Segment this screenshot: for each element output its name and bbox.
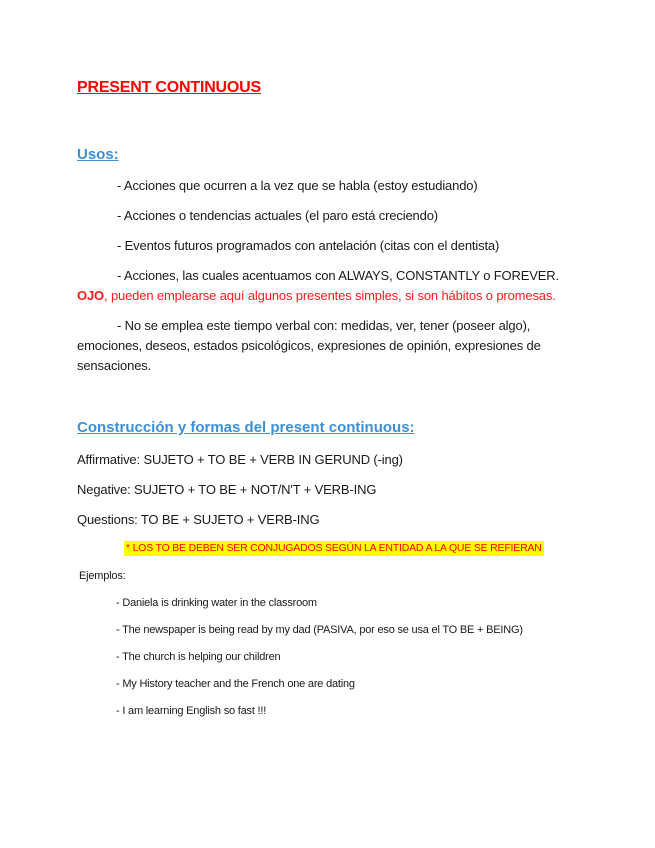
uso-item: - Acciones, las cuales acentuamos con ALWAYS, CONSTANTLY o FOREVER. — [117, 268, 559, 283]
uso-item: - Acciones que ocurren a la vez que se habla (estoy estudiando) — [117, 178, 478, 193]
example-item: - The church is helping our children — [116, 651, 281, 663]
highlighted-note: * LOS TO BE DEBEN SER CONJUGADOS SEGÚN LA ENTIDAD A LA QUE SE REFIERAN — [126, 542, 542, 554]
ojo-label: OJO — [77, 288, 105, 303]
example-item: - I am learning English so fast !!! — [116, 705, 267, 717]
example-item: - My History teacher and the French one are dating — [116, 678, 355, 690]
ojo-text: , pueden emplearse aquí algunos presentes simples, si son hábitos o promesas. — [104, 288, 556, 303]
page-title: PRESENT CONTINUOUS — [77, 79, 261, 96]
affirmative-form: Affirmative: SUJETO + TO BE + VERB IN GERUND (-ing) — [77, 452, 403, 467]
negative-form: Negative: SUJETO + TO BE + NOT/N'T + VERB-ING — [77, 482, 377, 497]
ojo-note — [77, 286, 597, 306]
uso-item-always — [77, 266, 597, 306]
uso-item: - Acciones o tendencias actuales (el paro está creciendo) — [117, 208, 438, 223]
construccion-heading: Construcción y formas del present continuous: — [77, 419, 415, 436]
usos-heading: Usos: — [77, 146, 119, 163]
questions-form: Questions: TO BE + SUJETO + VERB-ING — [77, 512, 320, 527]
uso-item: - Eventos futuros programados con antelación (citas con el dentista) — [117, 238, 500, 253]
example-item: - The newspaper is being read by my dad (PASIVA, por eso se usa el TO BE + BEING) — [116, 624, 523, 636]
ejemplos-label: Ejemplos: — [79, 570, 126, 582]
restriction-paragraph: - No se emplea este tiempo verbal con: medidas, ver, tener (poseer algo), emociones, deseos, estados psicológicos, expresiones de opinión, expresiones de sensaciones. — [77, 318, 541, 373]
example-item: - Daniela is drinking water in the classroom — [116, 597, 317, 609]
